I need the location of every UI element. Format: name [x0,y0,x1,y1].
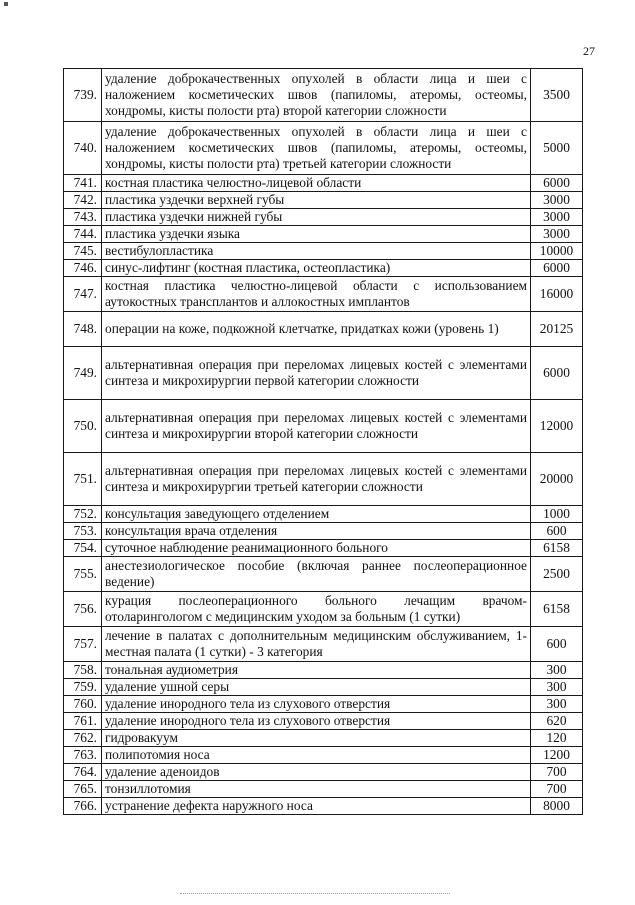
service-name: удаление инородного тела из слухового отверстия [102,696,531,713]
service-price: 3000 [531,226,583,243]
row-number: 746. [64,260,102,277]
row-number: 745. [64,243,102,260]
service-name: полипотомия носа [102,747,531,764]
row-number: 762. [64,730,102,747]
row-number: 759. [64,679,102,696]
row-number: 750. [64,400,102,453]
service-price: 6158 [531,540,583,557]
service-price: 700 [531,764,583,781]
service-name: лечение в палатах с дополнительным медицинским обслуживанием, 1-местная палата (1 сутки) - 3 категория [102,627,531,662]
service-name: удаление доброкачественных опухолей в области лица и шеи с наложением косметических швов (папиломы, атеромы, остеомы, хондромы, кисты полости рта) третьей категории сложности [102,122,531,175]
row-number: 764. [64,764,102,781]
service-price: 6000 [531,347,583,400]
row-number: 756. [64,592,102,627]
service-name: удаление аденоидов [102,764,531,781]
service-price: 3500 [531,69,583,122]
table-row [64,506,583,523]
service-price: 620 [531,713,583,730]
row-number: 763. [64,747,102,764]
price-table [63,68,583,815]
service-name: костная пластика челюстно-лицевой области с использованием аутокостных трансплантов и аллокостных имплантов [102,277,531,312]
row-number: 743. [64,209,102,226]
service-price: 10000 [531,243,583,260]
row-number: 760. [64,696,102,713]
footer-divider [180,893,450,894]
service-name: альтернативная операция при переломах лицевых костей с элементами синтеза и микрохирургии второй категории сложности [102,400,531,453]
row-number: 744. [64,226,102,243]
row-number: 742. [64,192,102,209]
row-number: 751. [64,453,102,506]
service-name: тональная аудиометрия [102,662,531,679]
table-row [64,679,583,696]
service-name: пластика уздечки нижней губы [102,209,531,226]
service-name: синус-лифтинг (костная пластика, остеопластика) [102,260,531,277]
service-name: суточное наблюдение реанимационного больного [102,540,531,557]
service-name: курация послеоперационного больного лечащим врачом-отоларингологом с медицинским уходом за больным (1 сутки) [102,592,531,627]
table-row [64,347,583,400]
table-row [64,260,583,277]
service-price: 300 [531,662,583,679]
service-price: 5000 [531,122,583,175]
service-price: 2500 [531,557,583,592]
row-number: 747. [64,277,102,312]
service-price: 3000 [531,209,583,226]
row-number: 766. [64,798,102,815]
row-number: 754. [64,540,102,557]
service-price: 16000 [531,277,583,312]
row-number: 755. [64,557,102,592]
service-price: 3000 [531,192,583,209]
row-number: 749. [64,347,102,400]
row-number: 739. [64,69,102,122]
table-row [64,226,583,243]
row-number: 758. [64,662,102,679]
service-name: альтернативная операция при переломах лицевых костей с элементами синтеза и микрохирургии первой категории сложности [102,347,531,400]
table-row [64,798,583,815]
service-price: 6000 [531,175,583,192]
table-row [64,592,583,627]
service-name: пластика уздечки верхней губы [102,192,531,209]
service-price: 700 [531,781,583,798]
table-row [64,764,583,781]
table-row [64,540,583,557]
row-number: 765. [64,781,102,798]
row-number: 752. [64,506,102,523]
table-row [64,243,583,260]
table-row [64,713,583,730]
row-number: 761. [64,713,102,730]
table-row [64,453,583,506]
service-name: удаление ушной серы [102,679,531,696]
table-row [64,69,583,122]
service-price: 20125 [531,312,583,347]
price-table-body [64,69,583,815]
table-row [64,312,583,347]
service-price: 1000 [531,506,583,523]
service-name: операции на коже, подкожной клетчатке, придатках кожи (уровень 1) [102,312,531,347]
service-name: вестибулопластика [102,243,531,260]
table-row [64,175,583,192]
service-name: удаление инородного тела из слухового отверстия [102,713,531,730]
table-row [64,557,583,592]
table-row [64,209,583,226]
service-name: пластика уздечки языка [102,226,531,243]
table-row [64,192,583,209]
service-name: удаление доброкачественных опухолей в области лица и шеи с наложением косметических швов (папиломы, атеромы, остеомы, хондромы, кисты полости рта) второй категории сложности [102,69,531,122]
table-row [64,277,583,312]
table-row [64,400,583,453]
service-name: альтернативная операция при переломах лицевых костей с элементами синтеза и микрохирургии третьей категории сложности [102,453,531,506]
service-price: 12000 [531,400,583,453]
service-name: гидровакуум [102,730,531,747]
row-number: 753. [64,523,102,540]
row-number: 757. [64,627,102,662]
table-row [64,730,583,747]
service-price: 6158 [531,592,583,627]
service-price: 600 [531,627,583,662]
table-row [64,781,583,798]
table-row [64,627,583,662]
service-name: костная пластика челюстно-лицевой области [102,175,531,192]
service-name: консультация врача отделения [102,523,531,540]
service-price: 600 [531,523,583,540]
table-row [64,662,583,679]
table-row [64,523,583,540]
scan-mark [4,2,8,6]
table-row [64,747,583,764]
page-number: 27 [583,44,595,58]
service-price: 120 [531,730,583,747]
table-row [64,122,583,175]
row-number: 741. [64,175,102,192]
row-number: 740. [64,122,102,175]
row-number: 748. [64,312,102,347]
service-price: 20000 [531,453,583,506]
service-price: 300 [531,696,583,713]
service-name: устранение дефекта наружного носа [102,798,531,815]
service-name: тонзиллотомия [102,781,531,798]
service-price: 300 [531,679,583,696]
service-price: 6000 [531,260,583,277]
service-name: анестезиологическое пособие (включая раннее послеоперационное ведение) [102,557,531,592]
table-row [64,696,583,713]
service-price: 8000 [531,798,583,815]
service-price: 1200 [531,747,583,764]
service-name: консультация заведующего отделением [102,506,531,523]
